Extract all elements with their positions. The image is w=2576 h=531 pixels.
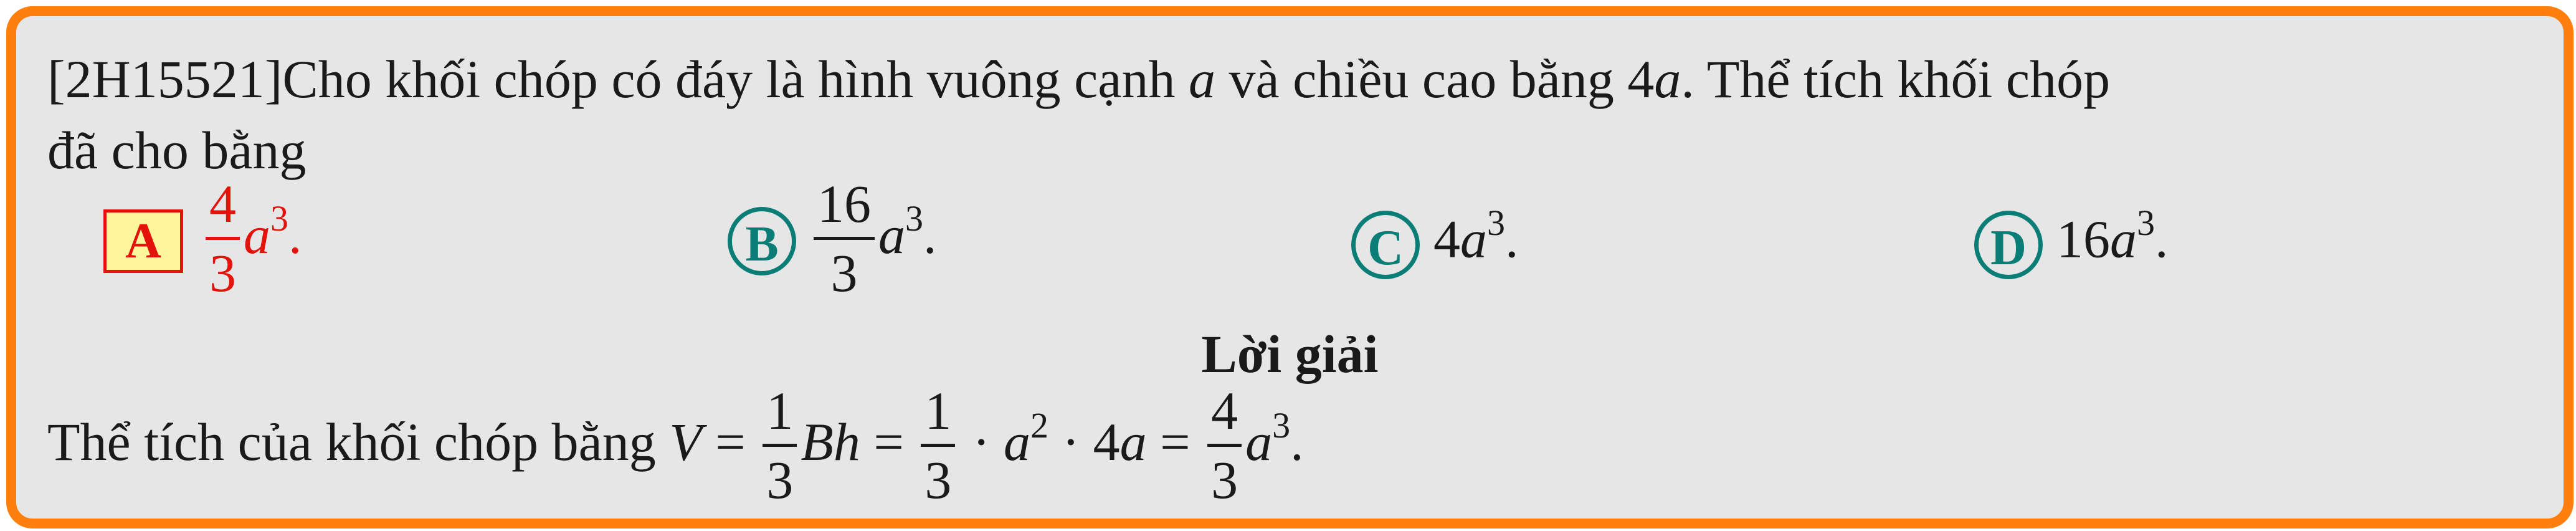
options-row: [16, 174, 2564, 304]
option-b-label[interactable]: B: [728, 207, 796, 275]
option-c-label[interactable]: C: [1351, 211, 1420, 279]
question-line-1: [2H15521]Cho khối chóp có đáy là hình vuông cạnh a và chiều cao bằng 4a. Thể tích khối chóp: [47, 49, 2111, 109]
solution-fraction-1: $\frac{1}{3}$: [763, 384, 797, 507]
option-a[interactable]: A $\frac{4}{3}$ $a^3$.: [103, 179, 302, 302]
question-line-2: đã cho bằng: [47, 120, 307, 180]
option-b-fraction: $\frac{16}{3}$: [814, 177, 875, 300]
solution-fraction-2: $\frac{1}{3}$: [921, 384, 955, 507]
option-b[interactable]: B $\frac{16}{3}$ $a^3$.: [728, 179, 937, 302]
option-c[interactable]: C $4a^3$.: [1351, 211, 1519, 279]
solution-fraction-3: $\frac{4}{3}$: [1207, 384, 1242, 507]
solution-title: Lời giải: [1201, 324, 1379, 384]
option-a-fraction: $\frac{4}{3}$: [206, 177, 240, 300]
option-a-label[interactable]: A: [103, 209, 183, 273]
option-d-label[interactable]: D: [1974, 211, 2043, 279]
question-card: [6, 6, 2574, 529]
question-code: [2H15521]: [47, 49, 283, 109]
solution-line: Thể tích của khối chóp bằng V = $\frac{1}{3}$ Bh = $\frac{1}{3}$ · $a^2 \cdot 4a$ = $\frac{4}{3}$ $a^3$.: [47, 381, 1304, 510]
option-d[interactable]: D $16a^3$.: [1974, 211, 2169, 279]
